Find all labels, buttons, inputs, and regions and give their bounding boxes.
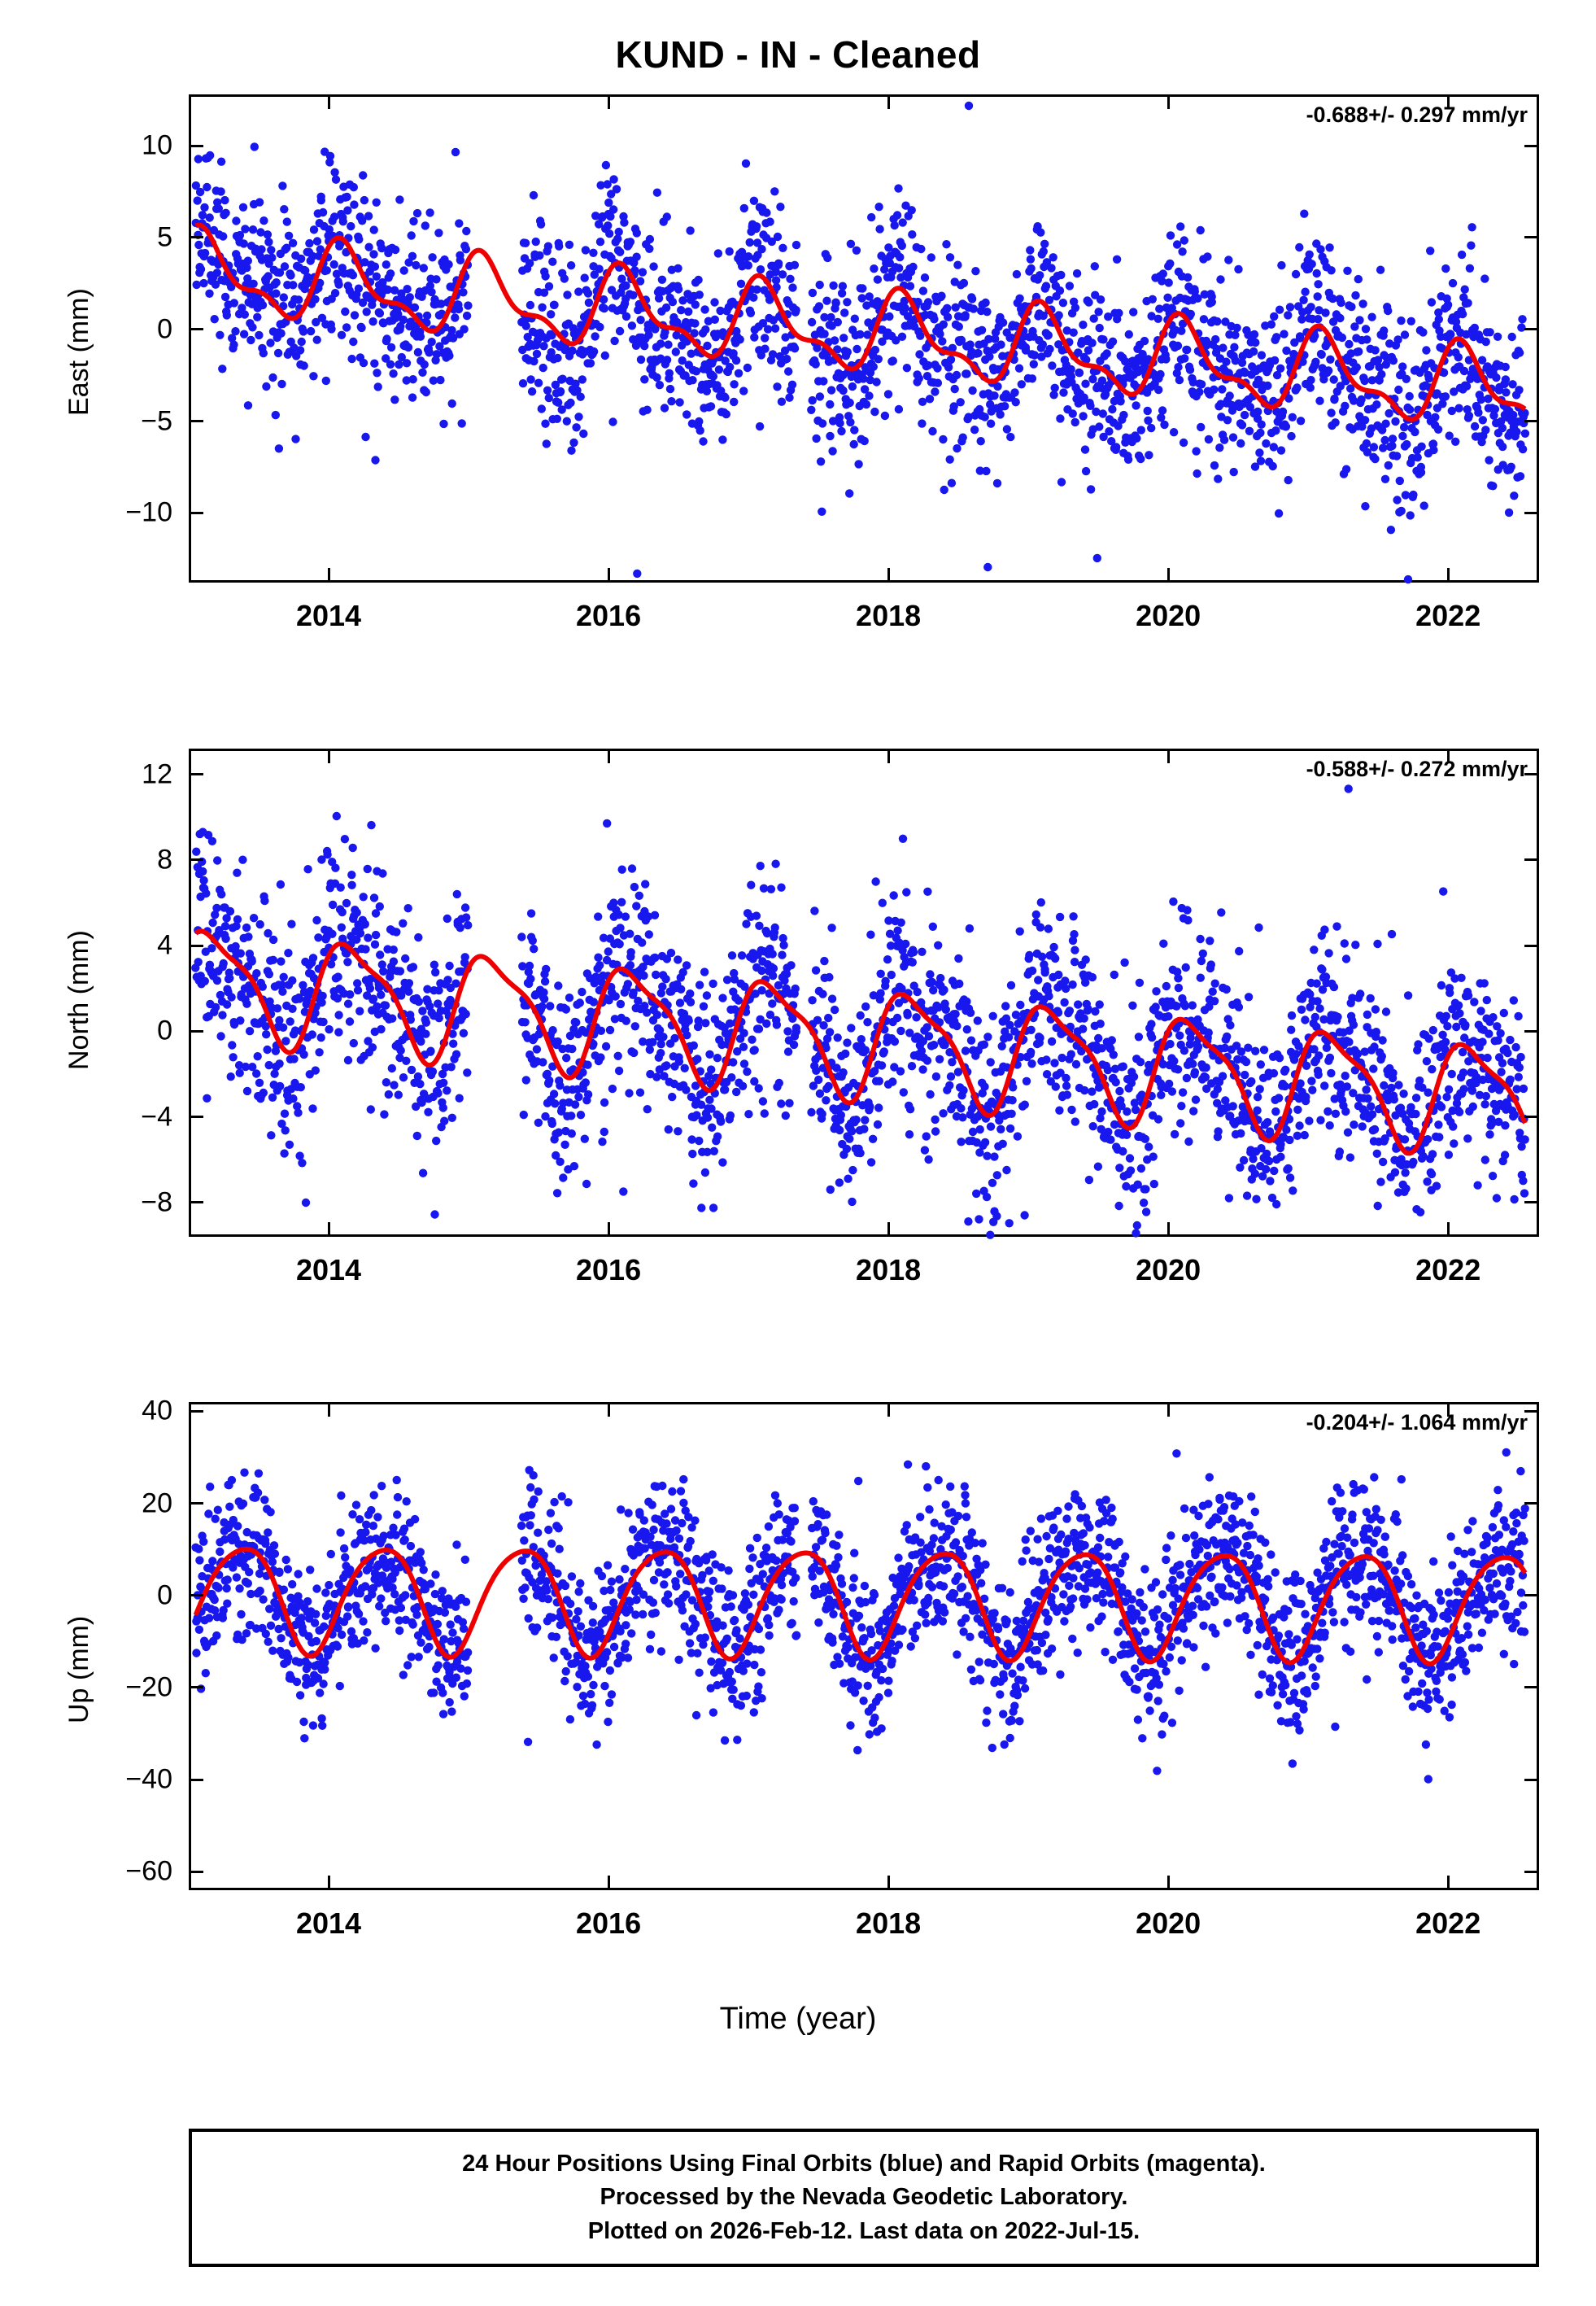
x-tick-mark xyxy=(887,1402,890,1417)
chart-panel-north xyxy=(189,749,1539,1237)
y-axis-label: East (mm) xyxy=(63,288,94,416)
y-tick-mark xyxy=(1524,1871,1539,1873)
y-tick-mark xyxy=(189,1502,203,1505)
y-tick-label: 0 xyxy=(157,1015,172,1046)
plot-data-north xyxy=(189,749,1539,1237)
x-tick-mark xyxy=(608,749,610,763)
plot-data-east xyxy=(189,94,1539,583)
y-tick-mark xyxy=(189,773,203,775)
y-tick-mark xyxy=(189,1201,203,1203)
x-tick-mark xyxy=(328,568,330,583)
x-tick-label: 2022 xyxy=(1415,1906,1481,1940)
y-axis-label: Up (mm) xyxy=(63,1615,94,1723)
y-tick-label: −5 xyxy=(141,405,172,436)
x-tick-label: 2014 xyxy=(295,1253,362,1286)
y-tick-mark xyxy=(1524,1201,1539,1203)
footer-line-1: 24 Hour Positions Using Final Orbits (blue) and Rapid Orbits (magenta). xyxy=(462,2151,1266,2177)
x-tick-label: 2016 xyxy=(576,1906,642,1940)
x-tick-mark xyxy=(608,1402,610,1417)
y-tick-mark xyxy=(1524,1779,1539,1781)
footer-line-3: Plotted on 2026-Feb-12. Last data on 2022-Jul-15. xyxy=(587,2217,1140,2244)
x-tick-label: 2020 xyxy=(1136,1906,1201,1940)
y-tick-mark xyxy=(1524,145,1539,147)
x-tick-label: 2018 xyxy=(856,1253,922,1286)
y-tick-mark xyxy=(1524,236,1539,238)
x-tick-mark xyxy=(887,1876,890,1890)
y-tick-mark xyxy=(189,858,203,861)
x-axis-label: Time (year) xyxy=(719,2002,877,2036)
x-tick-mark xyxy=(1447,1222,1450,1237)
y-tick-label: −20 xyxy=(125,1671,172,1703)
y-tick-mark xyxy=(189,1030,203,1033)
y-tick-label: −10 xyxy=(125,496,172,528)
y-tick-mark xyxy=(1524,328,1539,330)
x-tick-mark xyxy=(887,568,890,583)
plot-data-up xyxy=(189,1402,1539,1890)
y-axis-label: North (mm) xyxy=(63,930,94,1070)
y-tick-label: 0 xyxy=(157,1579,172,1611)
x-tick-label: 2018 xyxy=(856,1906,922,1940)
x-tick-mark xyxy=(328,94,330,109)
y-tick-mark xyxy=(1524,858,1539,861)
page-title: KUND - IN - Cleaned xyxy=(615,33,981,76)
x-tick-label: 2014 xyxy=(295,599,362,632)
rate-annotation-up: -0.204+/- 1.064 mm/yr xyxy=(1306,1410,1528,1435)
y-tick-mark xyxy=(189,1871,203,1873)
x-tick-mark xyxy=(1167,749,1170,763)
chart-panel-east xyxy=(189,94,1539,583)
y-tick-label: −40 xyxy=(125,1763,172,1795)
rate-annotation-north: -0.588+/- 0.272 mm/yr xyxy=(1306,757,1528,781)
x-tick-label: 2022 xyxy=(1415,599,1481,632)
x-tick-mark xyxy=(608,1876,610,1890)
footer-caption-box xyxy=(189,2129,1539,2267)
x-tick-label: 2014 xyxy=(295,1906,362,1940)
x-tick-label: 2018 xyxy=(856,599,922,632)
x-tick-mark xyxy=(1447,568,1450,583)
y-tick-label: 40 xyxy=(142,1395,172,1426)
y-tick-mark xyxy=(189,145,203,147)
y-tick-mark xyxy=(1524,1116,1539,1118)
y-tick-mark xyxy=(189,236,203,238)
y-tick-mark xyxy=(189,1594,203,1596)
y-tick-label: 12 xyxy=(142,758,172,790)
y-tick-label: −8 xyxy=(141,1186,172,1218)
x-tick-label: 2020 xyxy=(1136,1253,1201,1286)
y-tick-mark xyxy=(1524,1030,1539,1033)
x-tick-mark xyxy=(608,1222,610,1237)
y-tick-label: 8 xyxy=(157,844,172,876)
x-tick-mark xyxy=(1167,1222,1170,1237)
x-tick-mark xyxy=(328,1402,330,1417)
y-tick-label: 0 xyxy=(157,313,172,345)
x-tick-mark xyxy=(328,1222,330,1237)
footer-line-2: Processed by the Nevada Geodetic Laboratory. xyxy=(600,2184,1128,2211)
x-tick-mark xyxy=(1447,1876,1450,1890)
x-tick-mark xyxy=(887,749,890,763)
x-tick-label: 2022 xyxy=(1415,1253,1481,1286)
x-tick-label: 2016 xyxy=(576,1253,642,1286)
x-tick-mark xyxy=(1167,568,1170,583)
x-tick-mark xyxy=(328,749,330,763)
chart-panel-up xyxy=(189,1402,1539,1890)
y-tick-mark xyxy=(189,1410,203,1413)
scatter-points xyxy=(192,102,1530,584)
x-tick-mark xyxy=(608,94,610,109)
y-tick-label: −60 xyxy=(125,1855,172,1887)
x-tick-mark xyxy=(328,1876,330,1890)
y-tick-mark xyxy=(1524,945,1539,947)
x-tick-mark xyxy=(1167,1402,1170,1417)
y-tick-mark xyxy=(189,1779,203,1781)
x-tick-label: 2016 xyxy=(576,599,642,632)
rate-annotation-east: -0.688+/- 0.297 mm/yr xyxy=(1306,103,1528,127)
y-tick-mark xyxy=(189,512,203,514)
x-tick-label: 2020 xyxy=(1136,599,1201,632)
y-tick-label: 4 xyxy=(157,929,172,961)
y-tick-mark xyxy=(1524,1502,1539,1505)
y-tick-label: −4 xyxy=(141,1101,172,1133)
y-tick-mark xyxy=(189,1686,203,1688)
y-tick-mark xyxy=(189,420,203,422)
y-tick-mark xyxy=(1524,420,1539,422)
y-tick-mark xyxy=(189,945,203,947)
x-tick-mark xyxy=(887,1222,890,1237)
x-tick-mark xyxy=(887,94,890,109)
y-tick-mark xyxy=(1524,512,1539,514)
x-tick-mark xyxy=(608,568,610,583)
y-tick-mark xyxy=(189,1116,203,1118)
y-tick-mark xyxy=(189,328,203,330)
x-tick-mark xyxy=(1167,1876,1170,1890)
scatter-points xyxy=(191,1448,1529,1784)
x-tick-mark xyxy=(1167,94,1170,109)
y-tick-mark xyxy=(1524,1686,1539,1688)
y-tick-label: 10 xyxy=(142,129,172,161)
y-tick-mark xyxy=(1524,1594,1539,1596)
y-tick-label: 5 xyxy=(157,221,172,253)
y-tick-label: 20 xyxy=(142,1487,172,1519)
scatter-points xyxy=(191,784,1529,1239)
